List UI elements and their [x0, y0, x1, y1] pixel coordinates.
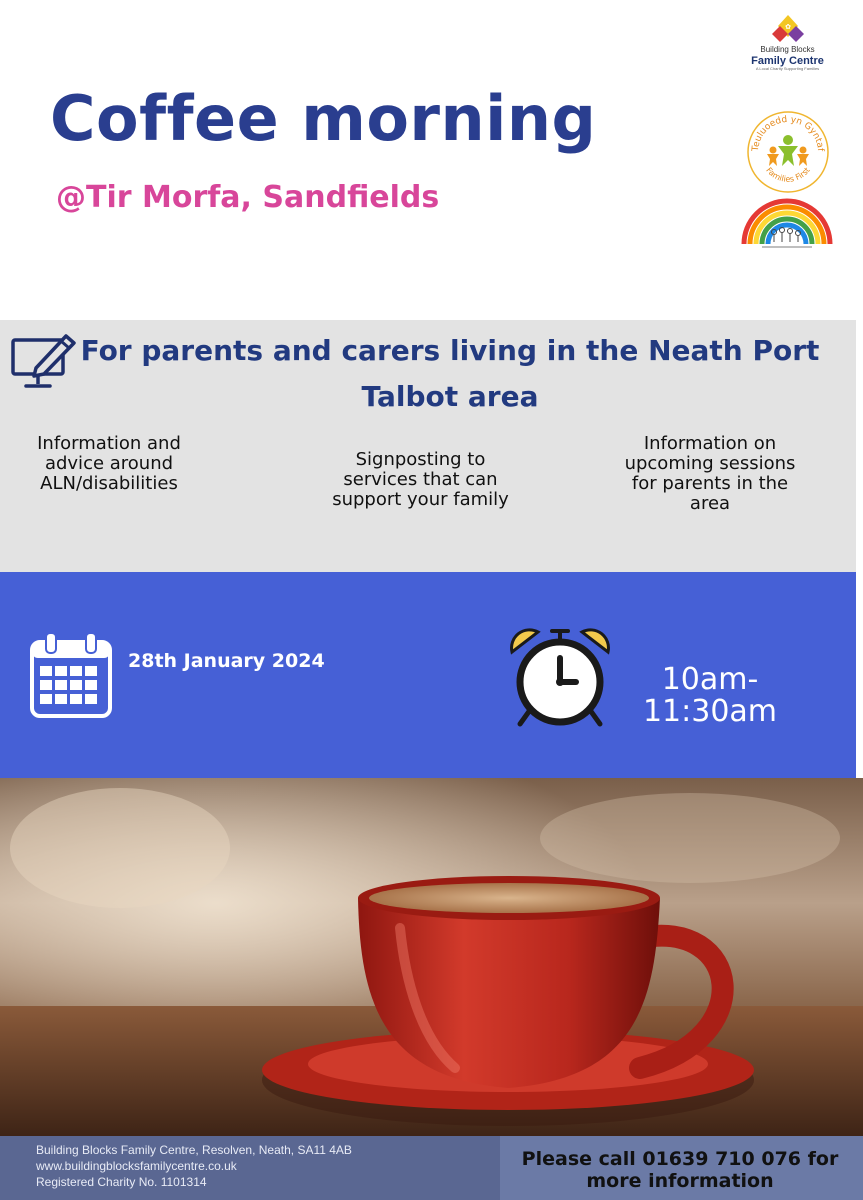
event-time: 10am-11:30am [642, 662, 778, 729]
event-date: 28th January 2024 [128, 650, 325, 672]
logo-line2: Family Centre [751, 54, 824, 67]
alarm-clock-icon [508, 626, 612, 730]
logo-line1: Building Blocks [760, 45, 815, 54]
footer-contact [36, 1142, 352, 1190]
audience-heading: For parents and carers living in the Neath Port Talbot area [80, 334, 820, 413]
info-item-aln: Information and advice around ALN/disabilities [37, 433, 181, 494]
page-title: Coffee morning [50, 82, 597, 155]
footer-address: Building Blocks Family Centre, Resolven, Neath, SA11 4AB [36, 1143, 352, 1157]
logo-welsh-text: Teuluoedd yn Gyntaf [750, 114, 826, 152]
rainbow-logo [740, 194, 834, 250]
stacked-blocks-logo-icon [768, 14, 808, 46]
families-first-logo [746, 110, 830, 194]
info-item-sessions: Information on upcoming sessions for parents in the area [624, 433, 796, 514]
footer-website[interactable]: www.buildingblocksfamilycentre.co.uk [36, 1159, 237, 1173]
svg-text:✿: ✿ [784, 23, 791, 31]
logo-english-text: Families First [764, 165, 812, 184]
logo-tagline: A Local Charity Supporting Families [755, 65, 820, 71]
calendar-icon [30, 632, 112, 718]
computer-pen-icon [10, 328, 78, 394]
footer-call-text: Please call 01639 710 076 for more information [521, 1148, 839, 1192]
building-blocks-logo [740, 14, 835, 71]
info-item-signposting: Signposting to services that can support your family [332, 449, 509, 510]
footer-charity-number: Registered Charity No. 1101314 [36, 1175, 207, 1189]
coffee-cup-photo [0, 778, 863, 1136]
venue-subtitle: @Tir Morfa, Sandfields [56, 180, 440, 215]
